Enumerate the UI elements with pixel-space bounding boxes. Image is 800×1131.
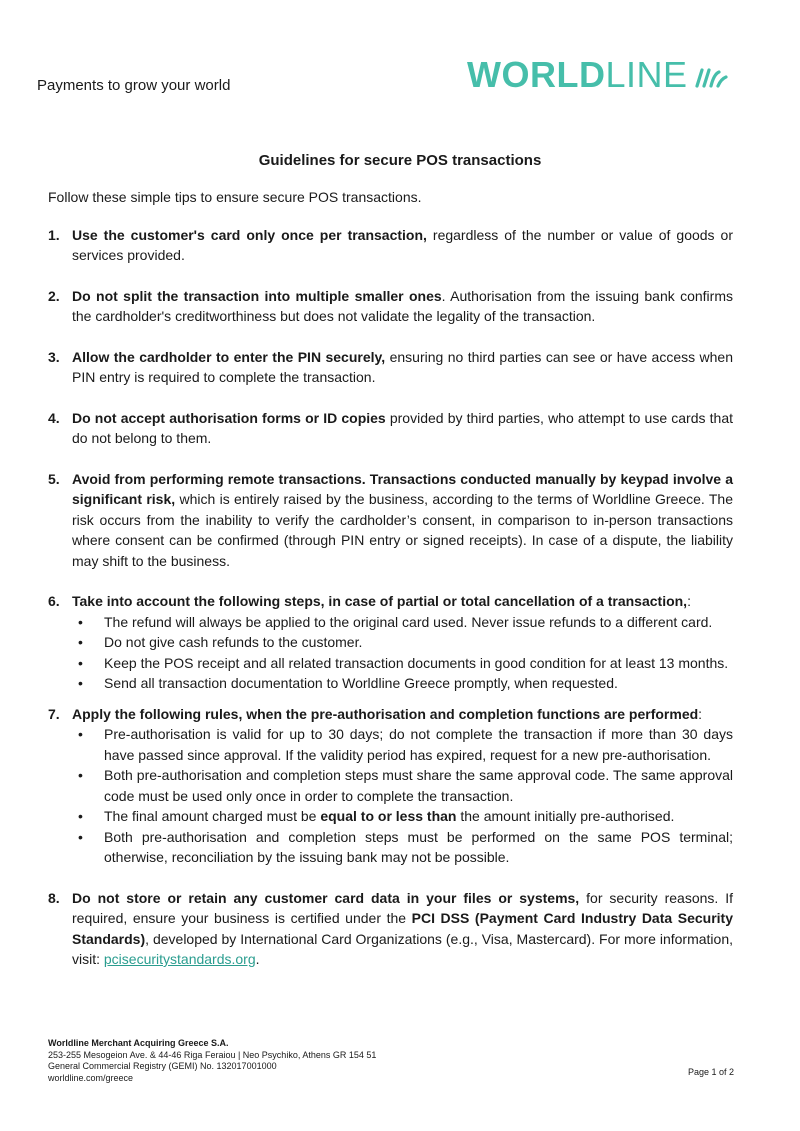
footer-company: Worldline Merchant Acquiring Greece S.A. <box>48 1038 229 1048</box>
page-title: Guidelines for secure POS transactions <box>258 152 542 169</box>
intro-text: Follow these simple tips to ensure secure POS transactions. <box>48 189 422 205</box>
wave-mark-icon <box>694 64 730 90</box>
bullet-item: • Pre-authorisation is valid for up to 30 days; do not complete the transaction if more than 30 days have passed since approval. If the validity period has expired, request for a new pre-authorisation. <box>78 726 733 763</box>
footer-address: 253-255 Mesogeion Ave. & 44-46 Riga Feraiou | Neo Psychiko, Athens GR 154 51 <box>48 1049 377 1060</box>
bullet-icon: • <box>78 634 83 650</box>
list-item: 6. Take into account the following steps, in case of partial or total cancellation of a transaction,: • The refund will always be applied to the original card used. Never issue refunds to a different card. • Do not give cash refunds to the customer. • Keep the POS receipt and all related transaction documents in good condition for at least 13 months. • Send all transaction documentation to Worldline Greece promptly, when requested. <box>48 591 733 694</box>
bullet-item: • Both pre-authorisation and completion steps must be performed on the same POS terminal; otherwise, reconciliation by the issuing bank may not be possible. <box>78 828 733 865</box>
logo-bold-text: WORLD <box>467 54 606 95</box>
bullet-icon: • <box>78 613 83 630</box>
list-item: 4. Do not accept authorisation forms or ID copies provided by third parties, who attempt to use cards that do not belong to them. <box>48 409 733 446</box>
bullet-icon: • <box>78 808 83 824</box>
footer <box>48 1038 376 1084</box>
bullet-icon: • <box>78 767 83 783</box>
list-item: 8. Do not store or retain any customer card data in your files or systems, for security reasons. If required, ensure your business is certified under the PCI DSS (Payment Card Industry Data Security Standards), developed by International Card Organizations (e.g., Visa, Mastercard). For more information, visit: pcisecuritystandards.org. <box>48 889 734 967</box>
bullet-item: • The final amount charged must be equal to or less than the amount initially pre-authorised. <box>72 806 733 827</box>
bullet-icon: • <box>78 654 83 671</box>
list-item: 2. Do not split the transaction into multiple smaller ones. Authorisation from the issuing bank confirms the cardholder's creditworthiness but does not validate the legality of the transaction. <box>48 287 733 324</box>
bullet-icon: • <box>78 726 83 742</box>
list-item: 3. Allow the cardholder to enter the PIN securely, ensuring no third parties can see or have access when PIN entry is required to complete the transaction. <box>48 348 734 385</box>
bullet-item: • Send all transaction documentation to Worldline Greece promptly, when requested. <box>72 673 733 694</box>
bullet-icon: • <box>78 828 83 845</box>
footer-website[interactable]: worldline.com/greece <box>48 1072 134 1083</box>
document-body <box>48 187 733 970</box>
bullet-item: • Both pre-authorisation and completion steps must share the same approval code. The same approval code must be used only once in order to complete the transaction. <box>78 767 733 804</box>
bullet-item: • Keep the POS receipt and all related transaction documents in good condition for at least 13 months. <box>72 653 733 674</box>
tagline: Payments to grow your world <box>37 77 231 94</box>
worldline-logo <box>467 55 730 95</box>
page-number: Page 1 of 2 <box>687 1067 734 1077</box>
logo-light-text: LINE <box>605 54 688 95</box>
bullet-item: • Do not give cash refunds to the customer. <box>72 632 733 653</box>
refund-steps-list <box>72 612 733 694</box>
guidelines-list <box>48 225 733 970</box>
list-item: 5. Avoid from performing remote transactions. Transactions conducted manually by keypad involve a significant risk, which is entirely raised by the business, according to the terms of Worldline Greece. The risk occurs from the inability to verify the cardholder’s consent, in comparison to in-person transactions where consent can be confirmed (through PIN entry or signed receipts). In case of a dispute, the liability may shift to the business. <box>48 470 733 569</box>
footer-registry: General Commercial Registry (GEMI) No. 132017001000 <box>48 1061 277 1071</box>
preauth-rules-list <box>72 724 733 868</box>
bullet-icon: • <box>78 675 83 691</box>
bullet-item: • The refund will always be applied to the original card used. Never issue refunds to a different card. <box>72 612 733 633</box>
list-item: 7. Apply the following rules, when the pre-authorisation and completion functions are performed: • Pre-authorisation is valid for up to 30 days; do not complete the transaction if more than 30 days have passed since approval. If the validity period has expired, request for a new pre-authorisation. • Both pre-authorisation and completion steps must share the same approval code. The same approval code must be used only once in order to complete the transaction. • The final amount charged must be equal to or less than the amount initially pre-authorised. • Both pre-authorisation and completion steps must be performed on the same POS terminal; otherwise, reconciliation by the issuing bank may not be possible. <box>48 704 733 868</box>
pci-link[interactable]: pcisecuritystandards.org <box>103 951 256 967</box>
list-item: 1. Use the customer's card only once per transaction, regardless of the number or value of goods or services provided. <box>48 226 733 263</box>
